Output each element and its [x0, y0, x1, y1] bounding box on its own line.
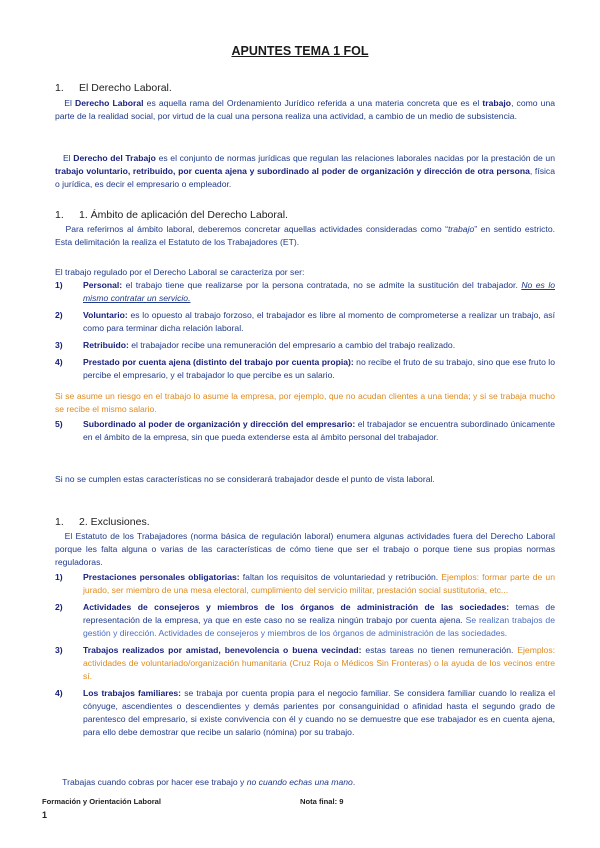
section-heading-1-2	[55, 516, 150, 528]
section-number: 1.	[55, 209, 64, 221]
list-item: 1) Prestaciones personales obligatorias: faltan los requisitos de voluntariedad y retribución. Ejemplos: formar parte de un jurado, ser miembro de una mesa electoral, cumplimiento del servicio militar, prestación social sustitutoria, etc...	[55, 572, 555, 595]
section-title: 1. Ámbito de aplicación del Derecho Laboral.	[79, 209, 288, 221]
paragraph-derecho-trabajo: El Derecho del Trabajo es el conjunto de normas jurídicas que regulan las relaciones laborales nacidas por la prestación de un trabajo voluntario, retribuido, por cuenta ajena y subordinado al poder de organización y dirección de otra persona, física o jurídica, es decir el empresario o empleador.	[55, 153, 555, 189]
paragraph-conclusion: Si no se cumplen estas características no se considerará trabajador desde el punto de vista laboral.	[55, 474, 435, 484]
list-item: 3) Retribuido: el trabajador recibe una remuneración del empresario a cambio del trabajo realizado.	[55, 340, 456, 350]
list-caracteristicas-5	[55, 418, 555, 444]
section-heading-1-1	[55, 209, 288, 221]
note-riesgo: Si se asume un riesgo en el trabajo lo asume la empresa, por ejemplo, que no acudan clientes a una tienda; y si se trabaja mucho se recibe el mismo salario.	[55, 391, 555, 414]
list-item: 2) Voluntario: es lo opuesto al trabajo forzoso, el trabajador es libre al momento de comprometerse a realizar un trabajo, así como para terminar dicha relación laboral.	[55, 310, 555, 333]
list-item: 4) Prestado por cuenta ajena (distinto del trabajo por cuenta propia): no recibe el fruto de su trabajo, sino que ese fruto lo percibe el empresario, y el trabajador lo que percibe es un salario.	[55, 357, 555, 380]
page-number: 1	[42, 810, 48, 820]
term-trabajo-caracteristicas: trabajo voluntario, retribuido, por cuenta ajena y subordinado al poder de organización y dirección de otra persona	[55, 166, 530, 176]
list-item: 5) Subordinado al poder de organización y dirección del empresario: el trabajador se encuentra subordinado únicamente en el ámbito de la empresa, sin que pueda extenderse esta al ámbito personal del trabajador.	[55, 419, 555, 442]
paragraph-ambito: Para referirnos al ámbito laboral, deberemos concretar aquellas actividades consideradas como “trabajo” en sentido estricto. Esta delimitación la realiza el Estatuto de los Trabajadores (ET).	[55, 224, 555, 247]
section-heading-1	[55, 82, 172, 94]
term-derecho-trabajo: Derecho del Trabajo	[73, 153, 156, 163]
list-caracteristicas	[55, 279, 555, 382]
term-derecho-laboral: Derecho Laboral	[75, 98, 144, 108]
section-number: 1.	[55, 82, 64, 94]
section-title: 2. Exclusiones.	[79, 516, 150, 528]
term-trabajo: trabajo	[482, 98, 512, 108]
list-item: 1) Personal: el trabajo tiene que realizarse por la persona contratada, no se admite la sustitución del trabajador. No es lo mismo contratar un servicio.	[55, 280, 556, 303]
paragraph-caracteristicas-intro: El trabajo regulado por el Derecho Laboral se caracteriza por ser:	[55, 267, 305, 277]
term-trabajo-italic: trabajo	[447, 224, 475, 234]
footer-grade: Nota final: 9	[300, 797, 344, 806]
section-title: El Derecho Laboral.	[79, 82, 172, 94]
paragraph-exclusiones: El Estatuto de los Trabajadores (norma básica de regulación laboral) enumera algunas actividades fuera del Derecho Laboral porque les falta alguna o varias de las características de cómo tiene que ser el trabajo o porque tiene sus propias normas reguladoras.	[55, 531, 555, 567]
paragraph-derecho-laboral: El Derecho Laboral es aquella rama del Ordenamiento Jurídico referida a una materia concreta que es el trabajo, como una parte de la realidad social, por virtud de la cual una persona realiza una actividad, a cambio de un medio de subsistencia.	[55, 98, 555, 121]
paragraph-closing: Trabajas cuando cobras por hacer ese trabajo y no cuando echas una mano.	[62, 777, 356, 787]
page-footer	[42, 797, 562, 806]
list-item: 3) Trabajos realizados por amistad, benevolencia o buena vecindad: estas tareas no tienen remuneración. Ejemplos: actividades de voluntariado/organización humanitaria (Cruz Roja o Médicos Sin Fronteras) o la ayuda de los vecinos entre sí.	[55, 645, 556, 681]
section-number: 1.	[55, 516, 64, 528]
page-title: APUNTES TEMA 1 FOL	[231, 44, 369, 58]
list-item: 2) Actividades de consejeros y miembros de los órganos de administración de las sociedades: temas de representación de la empresa, ya que en este caso no se realiza ningún trabajo por cuenta ajena. Se realizan trabajos de gestión y dirección. Actividades de consejeros y miembros de los órganos de administración de las sociedades.	[55, 602, 555, 638]
footer-subject: Formación y Orientación Laboral	[42, 797, 161, 806]
list-exclusiones	[55, 571, 555, 739]
list-item: 4) Los trabajos familiares: se trabaja por cuenta propia para el negocio familiar. Se considera familiar cuando lo realiza el cónyuge, ascendientes o descendientes y demás parientes por consanguinidad o afinidad hasta el segundo grado de parentesco del empresario, si existe convivencia con él y cuando no se demuestre que ese trabajador es en cuenta ajena, para ello debe demostrar que recibe un salario (nómina) por su trabajo.	[55, 688, 555, 737]
